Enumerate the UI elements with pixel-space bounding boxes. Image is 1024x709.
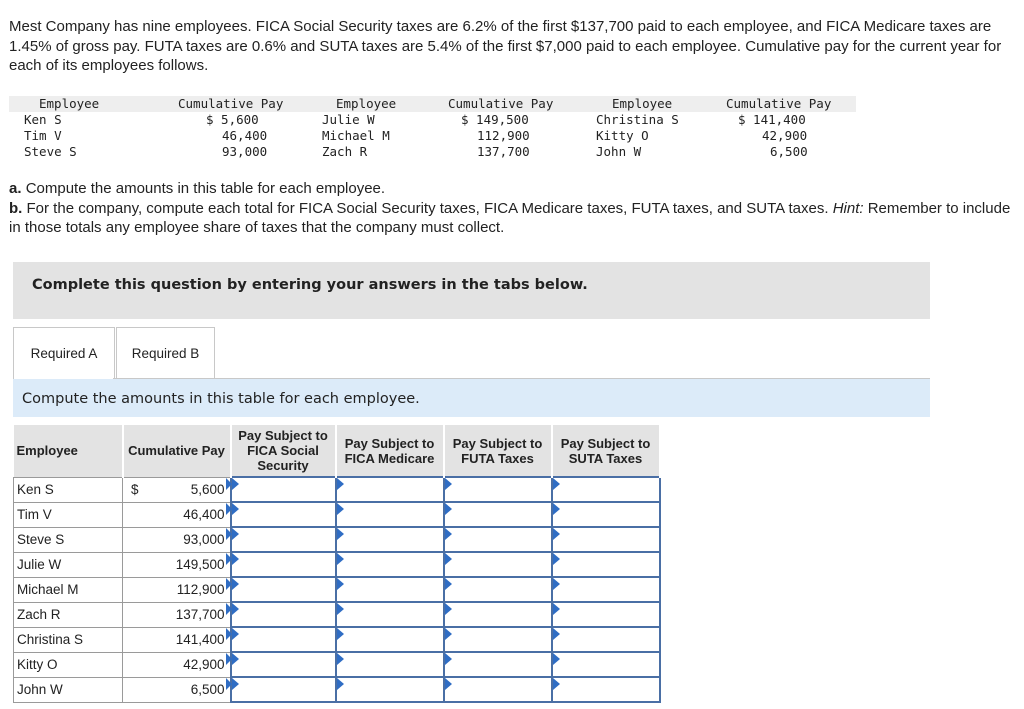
futa-cell: [444, 652, 552, 677]
futa-input[interactable]: [445, 678, 551, 701]
cumulative-pay-value: 141,400: [175, 631, 225, 647]
fica-medicare-input[interactable]: [337, 528, 443, 551]
cumulative-pay-value: 93,000: [183, 531, 225, 547]
fica-medicare-input[interactable]: [337, 678, 443, 701]
suta-cell: [552, 602, 660, 627]
cumulative-pay-value: 149,500: [175, 556, 225, 572]
header-employee-3: Employee: [582, 96, 726, 112]
employee-pay-header-row: [9, 96, 856, 112]
suta-cell: [552, 652, 660, 677]
suta-input[interactable]: [553, 653, 659, 676]
employee-pay: 137,700: [477, 144, 530, 159]
task-a-label: a.: [9, 180, 22, 197]
fica-ss-cell: [231, 652, 336, 677]
futa-input[interactable]: [445, 528, 551, 551]
task-b: [9, 199, 1014, 238]
futa-input[interactable]: [445, 553, 551, 576]
cumulative-pay-value: 42,900: [183, 656, 225, 672]
suta-cell: [552, 502, 660, 527]
fica-ss-input[interactable]: [232, 653, 335, 676]
employee-pay-table: [9, 96, 856, 160]
table-row: [14, 552, 660, 577]
fica-ss-cell: [231, 602, 336, 627]
fica-ss-cell: [231, 502, 336, 527]
employee-name: Steve S: [24, 144, 77, 159]
cumulative-pay-cell: [123, 627, 231, 652]
fica-medicare-cell: [336, 552, 444, 577]
fica-ss-input[interactable]: [232, 528, 335, 551]
fica-medicare-input[interactable]: [337, 478, 443, 501]
employee-pay-row: [9, 128, 856, 144]
table-row: [14, 527, 660, 552]
task-b-text: For the company, compute each total for FICA Social Security taxes, FICA Medicare taxes, FUTA taxes, and SUTA taxes.: [26, 199, 829, 217]
grid-body: [14, 477, 660, 702]
cumulative-pay-cell: [123, 502, 231, 527]
fica-medicare-input[interactable]: [337, 603, 443, 626]
employee-name-cell: Steve S: [14, 527, 123, 552]
employee-pay: $ 141,400: [738, 112, 806, 127]
cumulative-pay-cell: [123, 677, 231, 702]
col-employee: Employee: [14, 425, 123, 477]
cumulative-pay-cell: [123, 652, 231, 677]
futa-cell: [444, 602, 552, 627]
employee-pay: $ 149,500: [461, 112, 529, 127]
futa-input[interactable]: [445, 578, 551, 601]
suta-cell: [552, 552, 660, 577]
employee-name-cell: Kitty O: [14, 652, 123, 677]
col-fica-ss: Pay Subject to FICA Social Security: [231, 425, 336, 477]
fica-ss-input[interactable]: [232, 503, 335, 526]
fica-medicare-cell: [336, 527, 444, 552]
employee-name-cell: Michael M: [14, 577, 123, 602]
header-employee-1: Employee: [9, 96, 178, 112]
employee-name: John W: [596, 144, 642, 159]
fica-medicare-input[interactable]: [337, 553, 443, 576]
employee-pay-row: [9, 144, 856, 160]
suta-cell: [552, 527, 660, 552]
futa-input[interactable]: [445, 478, 551, 501]
fica-medicare-input[interactable]: [337, 628, 443, 651]
cumulative-pay-cell: [123, 602, 231, 627]
cumulative-pay-cell: [123, 477, 231, 502]
futa-cell: [444, 527, 552, 552]
employee-name: Michael M: [322, 128, 390, 143]
suta-input[interactable]: [553, 603, 659, 626]
col-fica-medicare: Pay Subject to FICA Medicare: [336, 425, 444, 477]
table-row: [14, 677, 660, 702]
fica-ss-input[interactable]: [232, 603, 335, 626]
employee-pay: 93,000: [222, 144, 268, 159]
fica-ss-cell: [231, 552, 336, 577]
cumulative-pay-value: 46,400: [183, 506, 225, 522]
futa-input[interactable]: [445, 628, 551, 651]
cumulative-pay-cell: [123, 527, 231, 552]
employee-name: Kitty O: [596, 128, 649, 143]
fica-medicare-input[interactable]: [337, 653, 443, 676]
cumulative-pay-value: 6,500: [190, 681, 225, 697]
cumulative-pay-value: 5,600: [190, 481, 225, 497]
futa-input[interactable]: [445, 603, 551, 626]
table-row: [14, 477, 660, 502]
employee-name: Julie W: [322, 112, 375, 127]
employee-name-cell: Christina S: [14, 627, 123, 652]
prompt-text: Compute the amounts in this table for each employee.: [22, 391, 420, 407]
fica-ss-cell: [231, 627, 336, 652]
tab-required-a[interactable]: Required A: [13, 327, 115, 379]
col-cumulative-pay: Cumulative Pay: [123, 425, 231, 477]
cumulative-pay-cell: [123, 552, 231, 577]
suta-input[interactable]: [553, 578, 659, 601]
cumulative-pay-value: 137,700: [175, 606, 225, 622]
employee-name-cell: Ken S: [14, 477, 123, 502]
fica-medicare-input[interactable]: [337, 578, 443, 601]
fica-medicare-cell: [336, 627, 444, 652]
col-futa: Pay Subject to FUTA Taxes: [444, 425, 552, 477]
employee-name: Zach R: [322, 144, 368, 159]
suta-input[interactable]: [553, 528, 659, 551]
futa-cell: [444, 552, 552, 577]
table-row: [14, 627, 660, 652]
header-employee-2: Employee: [308, 96, 448, 112]
suta-cell: [552, 577, 660, 602]
table-row: [14, 502, 660, 527]
employee-name: Ken S: [24, 112, 62, 127]
futa-cell: [444, 477, 552, 502]
instruction-banner: [13, 262, 930, 319]
employee-name-cell: Zach R: [14, 602, 123, 627]
suta-cell: [552, 627, 660, 652]
cumulative-pay-value: 112,900: [176, 581, 225, 597]
employee-pay: 46,400: [222, 128, 268, 143]
employee-pay-row: [9, 112, 856, 128]
futa-cell: [444, 577, 552, 602]
suta-cell: [552, 477, 660, 502]
grid-header-row: [14, 425, 660, 477]
fica-medicare-cell: [336, 577, 444, 602]
employee-pay: $ 5,600: [206, 112, 259, 127]
header-cumulative-pay-1: Cumulative Pay: [178, 96, 308, 112]
hint-text: Remember to include in those totals any employee share of taxes that the company must collect.: [9, 199, 1011, 236]
table-row: [14, 652, 660, 677]
fica-ss-cell: [231, 527, 336, 552]
fica-medicare-cell: [336, 652, 444, 677]
employee-name-cell: Julie W: [14, 552, 123, 577]
suta-input[interactable]: [553, 628, 659, 651]
task-instructions: [9, 179, 1014, 238]
problem-intro: Mest Company has nine employees. FICA Social Security taxes are 6.2% of the first $137,700 paid to each employee, and FICA Medicare taxes are 1.45% of gross pay. FUTA taxes are 0.6% and SUTA taxes are 5.4% of the first $7,000 paid to each employee. Cumulative pay for the current year for each of its employees follows.: [9, 18, 1002, 74]
fica-ss-input[interactable]: [232, 478, 335, 501]
employee-pay: 6,500: [770, 144, 808, 159]
futa-cell: [444, 627, 552, 652]
suta-input[interactable]: [553, 678, 659, 701]
employee-name: Christina S: [596, 112, 679, 127]
futa-cell: [444, 502, 552, 527]
answer-grid: [13, 425, 661, 703]
suta-cell: [552, 677, 660, 702]
employee-name-cell: Tim V: [14, 502, 123, 527]
table-row: [14, 602, 660, 627]
question-prompt: [13, 379, 930, 417]
fica-ss-cell: [231, 477, 336, 502]
suta-input[interactable]: [553, 503, 659, 526]
banner-text: Complete this question by entering your answers in the tabs below.: [32, 277, 588, 293]
fica-ss-cell: [231, 577, 336, 602]
fica-ss-input[interactable]: [232, 628, 335, 651]
table-row: [14, 577, 660, 602]
employee-pay: 42,900: [762, 128, 808, 143]
fica-ss-input[interactable]: [232, 678, 335, 701]
header-cumulative-pay-3: Cumulative Pay: [726, 96, 856, 112]
fica-medicare-cell: [336, 502, 444, 527]
suta-input[interactable]: [553, 478, 659, 501]
task-a-text: Compute the amounts in this table for each employee.: [25, 180, 386, 197]
employee-pay: 112,900: [477, 128, 530, 143]
employee-name: Tim V: [24, 128, 62, 143]
tab-required-b[interactable]: Required B: [116, 327, 215, 379]
employee-name-cell: John W: [14, 677, 123, 702]
fica-medicare-cell: [336, 677, 444, 702]
col-suta: Pay Subject to SUTA Taxes: [552, 425, 660, 477]
fica-ss-input[interactable]: [232, 553, 335, 576]
header-cumulative-pay-2: Cumulative Pay: [448, 96, 582, 112]
fica-medicare-input[interactable]: [337, 503, 443, 526]
futa-input[interactable]: [445, 503, 551, 526]
task-b-label: b.: [9, 199, 23, 217]
fica-medicare-cell: [336, 477, 444, 502]
hint-label: Hint:: [832, 199, 864, 217]
futa-input[interactable]: [445, 653, 551, 676]
fica-ss-cell: [231, 677, 336, 702]
cumulative-pay-cell: [123, 577, 231, 602]
suta-input[interactable]: [553, 553, 659, 576]
currency-symbol: $: [131, 481, 139, 497]
task-a: [9, 179, 1014, 199]
fica-ss-input[interactable]: [232, 578, 335, 601]
futa-cell: [444, 677, 552, 702]
fica-medicare-cell: [336, 602, 444, 627]
